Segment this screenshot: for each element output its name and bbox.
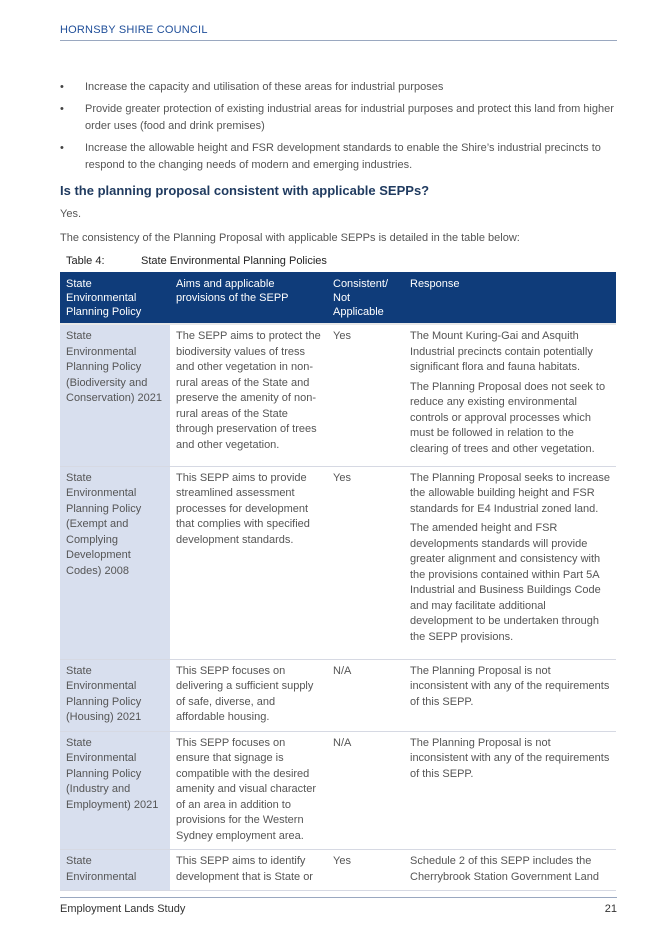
aims-cell: This SEPP focuses on ensure that signage is compatible with the desired amenity and visual character of an area in addition to provisions for the Western Sydney employment area. — [170, 731, 327, 850]
list-item: • Increase the allowable height and FSR development standards to enable the Shire’s industrial precincts to respond to the changing needs of modern and emerging industries. — [60, 142, 601, 171]
consistent-cell: N/A — [327, 659, 404, 731]
response-cell: Schedule 2 of this SEPP includes the Cherrybrook Station Government Land — [404, 850, 616, 891]
consistent-cell: Yes — [327, 466, 404, 659]
table-row — [60, 731, 616, 850]
policy-cell: State Environmental Planning Policy (Industry and Employment) 2021 — [60, 731, 170, 850]
consistent-cell: Yes — [327, 850, 404, 891]
answer-text: Yes. — [60, 208, 82, 220]
table-header-row — [60, 272, 616, 324]
policy-cell: State Environmental — [60, 850, 170, 891]
response-cell: The Planning Proposal is not inconsistent with any of the requirements of this SEPP. — [404, 659, 616, 731]
table-row — [60, 850, 616, 891]
intro-text: The consistency of the Planning Proposal with applicable SEPPs is detailed in the table below: — [60, 232, 520, 244]
table-title: State Environmental Planning Policies — [141, 255, 327, 267]
bullet-icon: • — [60, 81, 64, 93]
council-name: HORNSBY SHIRE COUNCIL — [60, 24, 208, 36]
response-cell: The Planning Proposal seeks to increase the allowable building height and FSR standards for E4 Industrial zoned land. The amended height and FSR developments standards will provide greater alignment and consistency with the provisions contained within Part 5A Industrial and Business Buildings Code and may facilitate additional development to be undertaken through the SEPP provisions. — [404, 466, 616, 659]
header-policy: State Environmental Planning Policy — [60, 272, 170, 324]
policy-cell: State Environmental Planning Policy (Exempt and Complying Development Codes) 2008 — [60, 466, 170, 659]
policy-cell: State Environmental Planning Policy (Biodiversity and Conservation) 2021 — [60, 324, 170, 466]
bullet-icon: • — [60, 142, 64, 154]
page-number: 21 — [604, 903, 617, 915]
header-aims: Aims and applicable provisions of the SEPP — [170, 272, 327, 324]
table-caption — [66, 255, 327, 267]
header-consistent: Consistent/ Not Applicable — [327, 272, 404, 324]
table-row — [60, 466, 616, 659]
aims-cell: This SEPP aims to identify development that is State or — [170, 850, 327, 891]
document-header — [60, 24, 617, 41]
objectives-list — [60, 79, 620, 179]
table-row — [60, 659, 616, 731]
document-footer — [60, 897, 617, 915]
aims-cell: This SEPP aims to provide streamlined assessment processes for development that complies with specified development standards. — [170, 466, 327, 659]
aims-cell: The SEPP aims to protect the biodiversity values of tress and other vegetation in non-rural areas of the State and preserve the amenity of non-rural areas of the State through preservation of trees and other vegetation. — [170, 324, 327, 466]
table-number: Table 4: — [66, 255, 105, 267]
footer-title: Employment Lands Study — [60, 903, 186, 915]
response-cell: The Planning Proposal is not inconsistent with any of the requirements of this SEPP. — [404, 731, 616, 850]
section-heading: Is the planning proposal consistent with applicable SEPPs? — [60, 183, 430, 198]
list-item: • Increase the capacity and utilisation of these areas for industrial purposes — [60, 79, 620, 96]
response-cell: The Mount Kuring-Gai and Asquith Industrial precincts contain potentially significant flora and fauna habitats. The Planning Proposal does not seek to reduce any existing environmental controls or approval processes which must be followed in relation to the clearing of trees and other vegetation. — [404, 324, 616, 466]
bullet-icon: • — [60, 103, 64, 115]
consistent-cell: Yes — [327, 324, 404, 466]
aims-cell: This SEPP focuses on delivering a sufficient supply of safe, diverse, and affordable housing. — [170, 659, 327, 731]
policy-cell: State Environmental Planning Policy (Housing) 2021 — [60, 659, 170, 731]
sepp-table — [60, 272, 616, 891]
header-response: Response — [404, 272, 616, 324]
table-row — [60, 324, 616, 466]
consistent-cell: N/A — [327, 731, 404, 850]
list-item: • Provide greater protection of existing industrial areas for industrial purposes and protect this land from higher order uses (food and drink premises) — [60, 103, 614, 132]
